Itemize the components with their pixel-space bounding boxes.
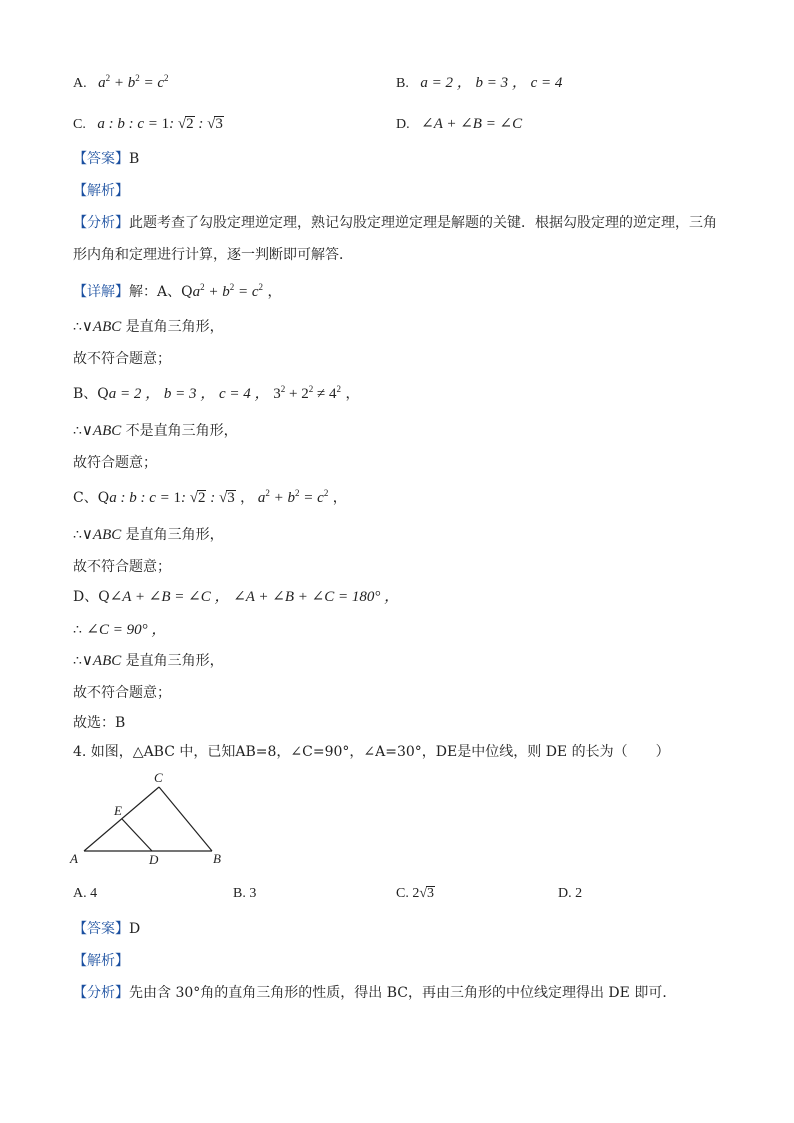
option-c-label: C.	[73, 117, 86, 132]
answer-tag: 【答案】	[73, 151, 129, 167]
option-c	[73, 114, 224, 135]
label-a: A	[70, 851, 78, 866]
option-b-label: B.	[396, 76, 409, 91]
choose-line: 故选：B	[73, 715, 126, 731]
detail-d-line: D、Q∠A + ∠B = ∠C ， ∠A + ∠B + ∠C = 180° ，	[73, 589, 400, 605]
q3-analysis-line2: 形内角和定理进行计算，逐一判断即可解答．	[73, 247, 353, 263]
analysis-text-1: 此题考查了勾股定理逆定理，熟记勾股定理逆定理是解题的关键．根据勾股定理的逆定理，三角	[129, 215, 717, 231]
side-ac	[84, 787, 159, 851]
option-a	[73, 73, 169, 94]
label-b: B	[213, 851, 221, 866]
detail-b-conclusion: ∴∨ABC 不是直角三角形，	[73, 423, 238, 439]
option-a-label: A.	[73, 76, 87, 91]
option-b	[396, 73, 562, 94]
q4-jiexi: 【解析】	[73, 953, 129, 969]
q4-option-c: C. 2√3	[396, 886, 435, 901]
option-d-text: ∠A + ∠B = ∠C	[421, 116, 523, 132]
detail-a-line: 【详解】解：A、$Qa^2 + b^2 = c^2$ ，	[73, 282, 282, 300]
detail-d-conclusion: ∴∨ABC 是直角三角形，	[73, 653, 224, 669]
detail-b-line: B、Qa = 2 ， b = 3 ， c = 4 ， $3^2 + 2^2 \ne 4^2$ ，	[73, 384, 360, 402]
option-d-label: D.	[396, 117, 410, 132]
option-b-text: a = 2 ， b = 3 ， c = 4	[420, 75, 563, 91]
triangle-figure	[60, 768, 240, 868]
detail-tag: 【详解】	[73, 284, 129, 300]
detail-d-result: 故不符合题意；	[73, 685, 171, 701]
side-bc	[159, 787, 212, 851]
option-a-formula: $a^2 + b^2 = c^2$	[98, 73, 169, 91]
detail-b-result: 故符合题意；	[73, 455, 157, 471]
label-e: E	[114, 803, 122, 818]
answer-value: B	[129, 151, 140, 167]
detail-a-conclusion: ∴∨ABC 是直角三角形，	[73, 319, 224, 335]
option-d	[396, 114, 522, 135]
q4-answer: 【答案】D	[73, 921, 141, 937]
q4-analysis: 【分析】先由含 30°角的直角三角形的性质，得出 BC，再由三角形的中位线定理得出 DE 即可．	[73, 985, 677, 1001]
q4-option-a: A. 4	[73, 886, 98, 901]
option-c-formula: a : b : c = 1: √2 : √3	[97, 116, 223, 132]
q3-analysis-line1	[73, 213, 717, 233]
q3-jiexi: 【解析】	[73, 183, 129, 199]
segment-de	[122, 819, 152, 851]
detail-c-conclusion: ∴∨ABC 是直角三角形，	[73, 527, 224, 543]
detail-c-result: 故不符合题意；	[73, 559, 171, 575]
detail-c-line: C、Qa : b : c = 1: √2 : √3 ， $a^2 + b^2 = c^2$ ，	[73, 488, 347, 506]
label-d: D	[149, 852, 159, 867]
q4-stem: 4. 如图，△ABC 中，已知AB=8，∠C=90°，∠A=30°，DE是中位线，则 DE 的长为（ ）	[73, 744, 670, 760]
q3-answer	[73, 149, 139, 169]
q4-option-b: B. 3	[233, 886, 257, 901]
detail-d-angle: ∴ ∠C = 90° ，	[73, 622, 167, 638]
label-c: C	[154, 770, 163, 785]
q4-option-d: D. 2	[558, 886, 583, 901]
detail-a-result: 故不符合题意；	[73, 351, 171, 367]
analysis-tag: 【分析】	[73, 215, 129, 231]
